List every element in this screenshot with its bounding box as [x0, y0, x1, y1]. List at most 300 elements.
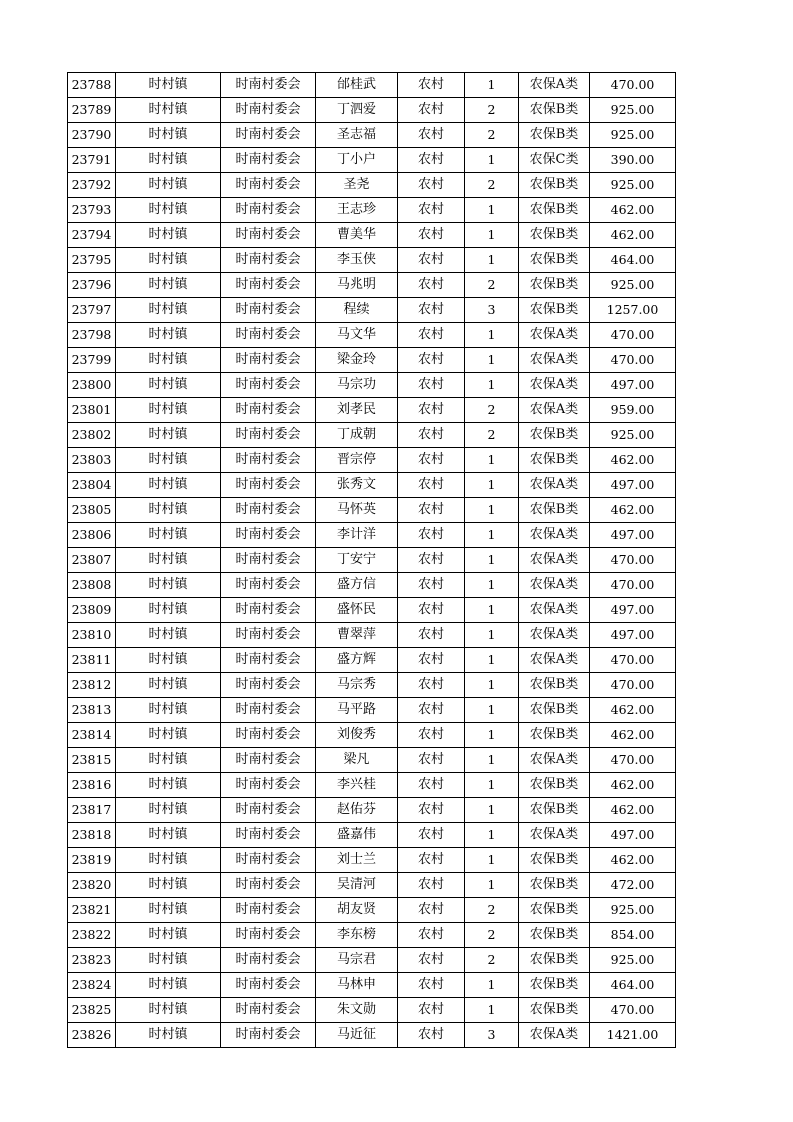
member-count-cell: 2 — [465, 898, 519, 923]
table-row — [68, 148, 676, 173]
insurance-type-cell: 农保B类 — [519, 723, 590, 748]
member-count-cell: 1 — [465, 223, 519, 248]
member-count-cell: 1 — [465, 848, 519, 873]
serial-number-cell: 23788 — [68, 73, 116, 98]
table-row — [68, 73, 676, 98]
serial-number-cell: 23826 — [68, 1023, 116, 1048]
serial-number-cell: 23824 — [68, 973, 116, 998]
village-committee-cell: 时南村委会 — [221, 573, 316, 598]
member-count-cell: 1 — [465, 148, 519, 173]
amount-cell: 462.00 — [590, 848, 676, 873]
name-cell: 刘士兰 — [316, 848, 398, 873]
insurance-type-cell: 农保A类 — [519, 523, 590, 548]
serial-number-cell: 23807 — [68, 548, 116, 573]
member-count-cell: 2 — [465, 273, 519, 298]
village-committee-cell: 时南村委会 — [221, 98, 316, 123]
name-cell: 晋宗停 — [316, 448, 398, 473]
serial-number-cell: 23805 — [68, 498, 116, 523]
member-count-cell: 1 — [465, 198, 519, 223]
village-committee-cell: 时南村委会 — [221, 398, 316, 423]
serial-number-cell: 23814 — [68, 723, 116, 748]
amount-cell: 854.00 — [590, 923, 676, 948]
amount-cell: 462.00 — [590, 798, 676, 823]
village-committee-cell: 时南村委会 — [221, 623, 316, 648]
amount-cell: 462.00 — [590, 198, 676, 223]
insurance-type-cell: 农保C类 — [519, 148, 590, 173]
name-cell: 盛嘉伟 — [316, 823, 398, 848]
table-row — [68, 298, 676, 323]
table-row — [68, 523, 676, 548]
name-cell: 赵佑芬 — [316, 798, 398, 823]
name-cell: 圣志福 — [316, 123, 398, 148]
serial-number-cell: 23789 — [68, 98, 116, 123]
insurance-type-cell: 农保A类 — [519, 648, 590, 673]
amount-cell: 464.00 — [590, 248, 676, 273]
name-cell: 丁泗爱 — [316, 98, 398, 123]
village-committee-cell: 时南村委会 — [221, 273, 316, 298]
serial-number-cell: 23797 — [68, 298, 116, 323]
village-committee-cell: 时南村委会 — [221, 198, 316, 223]
category-cell: 农村 — [398, 648, 465, 673]
member-count-cell: 1 — [465, 623, 519, 648]
town-cell: 时村镇 — [116, 223, 221, 248]
insurance-type-cell: 农保A类 — [519, 348, 590, 373]
amount-cell: 462.00 — [590, 698, 676, 723]
table-row — [68, 773, 676, 798]
amount-cell: 462.00 — [590, 498, 676, 523]
insurance-type-cell: 农保B类 — [519, 773, 590, 798]
town-cell: 时村镇 — [116, 873, 221, 898]
amount-cell: 470.00 — [590, 73, 676, 98]
category-cell: 农村 — [398, 298, 465, 323]
serial-number-cell: 23810 — [68, 623, 116, 648]
name-cell: 盛方信 — [316, 573, 398, 598]
category-cell: 农村 — [398, 798, 465, 823]
village-committee-cell: 时南村委会 — [221, 298, 316, 323]
member-count-cell: 2 — [465, 173, 519, 198]
name-cell: 盛方辉 — [316, 648, 398, 673]
insurance-type-cell: 农保B类 — [519, 898, 590, 923]
insurance-type-cell: 农保B类 — [519, 848, 590, 873]
category-cell: 农村 — [398, 173, 465, 198]
member-count-cell: 2 — [465, 948, 519, 973]
table-row — [68, 1023, 676, 1048]
village-committee-cell: 时南村委会 — [221, 948, 316, 973]
category-cell: 农村 — [398, 323, 465, 348]
name-cell: 李计洋 — [316, 523, 398, 548]
name-cell: 马宗君 — [316, 948, 398, 973]
insurance-type-cell: 农保B类 — [519, 948, 590, 973]
name-cell: 胡友贤 — [316, 898, 398, 923]
table-row — [68, 623, 676, 648]
category-cell: 农村 — [398, 1023, 465, 1048]
serial-number-cell: 23822 — [68, 923, 116, 948]
member-count-cell: 1 — [465, 873, 519, 898]
serial-number-cell: 23796 — [68, 273, 116, 298]
town-cell: 时村镇 — [116, 448, 221, 473]
serial-number-cell: 23795 — [68, 248, 116, 273]
amount-cell: 925.00 — [590, 123, 676, 148]
name-cell: 李东榜 — [316, 923, 398, 948]
member-count-cell: 1 — [465, 998, 519, 1023]
village-committee-cell: 时南村委会 — [221, 498, 316, 523]
insurance-type-cell: 农保A类 — [519, 1023, 590, 1048]
name-cell: 吴清河 — [316, 873, 398, 898]
table-row — [68, 423, 676, 448]
name-cell: 马平路 — [316, 698, 398, 723]
member-count-cell: 1 — [465, 248, 519, 273]
town-cell: 时村镇 — [116, 373, 221, 398]
town-cell: 时村镇 — [116, 273, 221, 298]
village-committee-cell: 时南村委会 — [221, 898, 316, 923]
serial-number-cell: 23791 — [68, 148, 116, 173]
serial-number-cell: 23819 — [68, 848, 116, 873]
town-cell: 时村镇 — [116, 398, 221, 423]
member-count-cell: 2 — [465, 123, 519, 148]
records-table — [67, 72, 676, 1048]
amount-cell: 925.00 — [590, 898, 676, 923]
town-cell: 时村镇 — [116, 598, 221, 623]
town-cell: 时村镇 — [116, 723, 221, 748]
village-committee-cell: 时南村委会 — [221, 748, 316, 773]
table-row — [68, 223, 676, 248]
member-count-cell: 1 — [465, 323, 519, 348]
table-row — [68, 548, 676, 573]
category-cell: 农村 — [398, 698, 465, 723]
amount-cell: 925.00 — [590, 273, 676, 298]
category-cell: 农村 — [398, 373, 465, 398]
category-cell: 农村 — [398, 273, 465, 298]
town-cell: 时村镇 — [116, 848, 221, 873]
insurance-type-cell: 农保B类 — [519, 248, 590, 273]
village-committee-cell: 时南村委会 — [221, 648, 316, 673]
insurance-type-cell: 农保B类 — [519, 673, 590, 698]
serial-number-cell: 23817 — [68, 798, 116, 823]
member-count-cell: 1 — [465, 773, 519, 798]
village-committee-cell: 时南村委会 — [221, 1023, 316, 1048]
amount-cell: 472.00 — [590, 873, 676, 898]
amount-cell: 470.00 — [590, 998, 676, 1023]
serial-number-cell: 23813 — [68, 698, 116, 723]
table-row — [68, 673, 676, 698]
name-cell: 梁金玲 — [316, 348, 398, 373]
table-row — [68, 398, 676, 423]
category-cell: 农村 — [398, 473, 465, 498]
category-cell: 农村 — [398, 623, 465, 648]
name-cell: 程续 — [316, 298, 398, 323]
insurance-type-cell: 农保B类 — [519, 698, 590, 723]
table-row — [68, 323, 676, 348]
table-row — [68, 248, 676, 273]
insurance-type-cell: 农保B类 — [519, 123, 590, 148]
serial-number-cell: 23793 — [68, 198, 116, 223]
serial-number-cell: 23800 — [68, 373, 116, 398]
serial-number-cell: 23790 — [68, 123, 116, 148]
amount-cell: 925.00 — [590, 948, 676, 973]
category-cell: 农村 — [398, 773, 465, 798]
serial-number-cell: 23794 — [68, 223, 116, 248]
name-cell: 圣尧 — [316, 173, 398, 198]
amount-cell: 925.00 — [590, 98, 676, 123]
village-committee-cell: 时南村委会 — [221, 548, 316, 573]
table-row — [68, 698, 676, 723]
serial-number-cell: 23792 — [68, 173, 116, 198]
village-committee-cell: 时南村委会 — [221, 148, 316, 173]
category-cell: 农村 — [398, 998, 465, 1023]
amount-cell: 497.00 — [590, 623, 676, 648]
category-cell: 农村 — [398, 748, 465, 773]
member-count-cell: 2 — [465, 923, 519, 948]
insurance-type-cell: 农保A类 — [519, 373, 590, 398]
town-cell: 时村镇 — [116, 73, 221, 98]
category-cell: 农村 — [398, 898, 465, 923]
town-cell: 时村镇 — [116, 98, 221, 123]
town-cell: 时村镇 — [116, 198, 221, 223]
table-row — [68, 348, 676, 373]
village-committee-cell: 时南村委会 — [221, 223, 316, 248]
table-row — [68, 798, 676, 823]
amount-cell: 497.00 — [590, 373, 676, 398]
insurance-type-cell: 农保B类 — [519, 498, 590, 523]
insurance-type-cell: 农保B类 — [519, 923, 590, 948]
name-cell: 马宗功 — [316, 373, 398, 398]
serial-number-cell: 23808 — [68, 573, 116, 598]
category-cell: 农村 — [398, 848, 465, 873]
insurance-type-cell: 农保B类 — [519, 298, 590, 323]
town-cell: 时村镇 — [116, 423, 221, 448]
amount-cell: 1421.00 — [590, 1023, 676, 1048]
amount-cell: 470.00 — [590, 348, 676, 373]
serial-number-cell: 23806 — [68, 523, 116, 548]
village-committee-cell: 时南村委会 — [221, 923, 316, 948]
category-cell: 农村 — [398, 498, 465, 523]
table-row — [68, 473, 676, 498]
name-cell: 邰桂武 — [316, 73, 398, 98]
serial-number-cell: 23804 — [68, 473, 116, 498]
member-count-cell: 1 — [465, 673, 519, 698]
table-row — [68, 648, 676, 673]
town-cell: 时村镇 — [116, 173, 221, 198]
name-cell: 曹美华 — [316, 223, 398, 248]
member-count-cell: 1 — [465, 548, 519, 573]
category-cell: 农村 — [398, 423, 465, 448]
table-row — [68, 748, 676, 773]
town-cell: 时村镇 — [116, 998, 221, 1023]
member-count-cell: 1 — [465, 448, 519, 473]
category-cell: 农村 — [398, 348, 465, 373]
insurance-type-cell: 农保A类 — [519, 823, 590, 848]
amount-cell: 497.00 — [590, 598, 676, 623]
member-count-cell: 1 — [465, 823, 519, 848]
name-cell: 马兆明 — [316, 273, 398, 298]
town-cell: 时村镇 — [116, 248, 221, 273]
member-count-cell: 1 — [465, 973, 519, 998]
member-count-cell: 1 — [465, 73, 519, 98]
village-committee-cell: 时南村委会 — [221, 73, 316, 98]
town-cell: 时村镇 — [116, 473, 221, 498]
category-cell: 农村 — [398, 98, 465, 123]
town-cell: 时村镇 — [116, 673, 221, 698]
town-cell: 时村镇 — [116, 698, 221, 723]
name-cell: 刘俊秀 — [316, 723, 398, 748]
category-cell: 农村 — [398, 673, 465, 698]
table-row — [68, 98, 676, 123]
table-row — [68, 923, 676, 948]
amount-cell: 464.00 — [590, 973, 676, 998]
amount-cell: 925.00 — [590, 423, 676, 448]
table-row — [68, 273, 676, 298]
category-cell: 农村 — [398, 873, 465, 898]
serial-number-cell: 23798 — [68, 323, 116, 348]
member-count-cell: 2 — [465, 98, 519, 123]
category-cell: 农村 — [398, 398, 465, 423]
serial-number-cell: 23802 — [68, 423, 116, 448]
category-cell: 农村 — [398, 123, 465, 148]
town-cell: 时村镇 — [116, 648, 221, 673]
name-cell: 朱文勋 — [316, 998, 398, 1023]
table-row — [68, 598, 676, 623]
insurance-type-cell: 农保A类 — [519, 598, 590, 623]
insurance-type-cell: 农保B类 — [519, 448, 590, 473]
name-cell: 张秀文 — [316, 473, 398, 498]
insurance-type-cell: 农保B类 — [519, 198, 590, 223]
member-count-cell: 1 — [465, 598, 519, 623]
town-cell: 时村镇 — [116, 798, 221, 823]
member-count-cell: 1 — [465, 473, 519, 498]
village-committee-cell: 时南村委会 — [221, 798, 316, 823]
town-cell: 时村镇 — [116, 523, 221, 548]
serial-number-cell: 23825 — [68, 998, 116, 1023]
insurance-type-cell: 农保A类 — [519, 473, 590, 498]
town-cell: 时村镇 — [116, 123, 221, 148]
insurance-type-cell: 农保A类 — [519, 748, 590, 773]
town-cell: 时村镇 — [116, 323, 221, 348]
insurance-type-cell: 农保A类 — [519, 573, 590, 598]
name-cell: 曹翠萍 — [316, 623, 398, 648]
table-row — [68, 873, 676, 898]
insurance-type-cell: 农保B类 — [519, 173, 590, 198]
village-committee-cell: 时南村委会 — [221, 873, 316, 898]
category-cell: 农村 — [398, 723, 465, 748]
insurance-type-cell: 农保B类 — [519, 423, 590, 448]
amount-cell: 470.00 — [590, 323, 676, 348]
member-count-cell: 1 — [465, 648, 519, 673]
insurance-type-cell: 农保B类 — [519, 998, 590, 1023]
member-count-cell: 1 — [465, 348, 519, 373]
serial-number-cell: 23816 — [68, 773, 116, 798]
member-count-cell: 2 — [465, 398, 519, 423]
table-row — [68, 948, 676, 973]
category-cell: 农村 — [398, 973, 465, 998]
amount-cell: 462.00 — [590, 723, 676, 748]
name-cell: 梁凡 — [316, 748, 398, 773]
category-cell: 农村 — [398, 598, 465, 623]
village-committee-cell: 时南村委会 — [221, 773, 316, 798]
table-row — [68, 498, 676, 523]
category-cell: 农村 — [398, 823, 465, 848]
town-cell: 时村镇 — [116, 773, 221, 798]
amount-cell: 959.00 — [590, 398, 676, 423]
village-committee-cell: 时南村委会 — [221, 698, 316, 723]
village-committee-cell: 时南村委会 — [221, 848, 316, 873]
insurance-type-cell: 农保B类 — [519, 223, 590, 248]
serial-number-cell: 23818 — [68, 823, 116, 848]
member-count-cell: 1 — [465, 573, 519, 598]
serial-number-cell: 23812 — [68, 673, 116, 698]
town-cell: 时村镇 — [116, 623, 221, 648]
village-committee-cell: 时南村委会 — [221, 598, 316, 623]
insurance-type-cell: 农保A类 — [519, 323, 590, 348]
town-cell: 时村镇 — [116, 573, 221, 598]
town-cell: 时村镇 — [116, 548, 221, 573]
village-committee-cell: 时南村委会 — [221, 173, 316, 198]
amount-cell: 470.00 — [590, 648, 676, 673]
town-cell: 时村镇 — [116, 498, 221, 523]
village-committee-cell: 时南村委会 — [221, 723, 316, 748]
amount-cell: 497.00 — [590, 523, 676, 548]
category-cell: 农村 — [398, 223, 465, 248]
member-count-cell: 3 — [465, 298, 519, 323]
records-table-body — [68, 73, 676, 1048]
name-cell: 丁小户 — [316, 148, 398, 173]
category-cell: 农村 — [398, 73, 465, 98]
member-count-cell: 2 — [465, 423, 519, 448]
serial-number-cell: 23811 — [68, 648, 116, 673]
category-cell: 农村 — [398, 198, 465, 223]
amount-cell: 462.00 — [590, 223, 676, 248]
name-cell: 丁成朝 — [316, 423, 398, 448]
village-committee-cell: 时南村委会 — [221, 348, 316, 373]
serial-number-cell: 23803 — [68, 448, 116, 473]
category-cell: 农村 — [398, 448, 465, 473]
village-committee-cell: 时南村委会 — [221, 323, 316, 348]
town-cell: 时村镇 — [116, 948, 221, 973]
amount-cell: 462.00 — [590, 448, 676, 473]
category-cell: 农村 — [398, 948, 465, 973]
category-cell: 农村 — [398, 523, 465, 548]
village-committee-cell: 时南村委会 — [221, 373, 316, 398]
town-cell: 时村镇 — [116, 898, 221, 923]
category-cell: 农村 — [398, 148, 465, 173]
village-committee-cell: 时南村委会 — [221, 998, 316, 1023]
village-committee-cell: 时南村委会 — [221, 473, 316, 498]
village-committee-cell: 时南村委会 — [221, 248, 316, 273]
insurance-type-cell: 农保B类 — [519, 273, 590, 298]
insurance-type-cell: 农保A类 — [519, 623, 590, 648]
village-committee-cell: 时南村委会 — [221, 823, 316, 848]
serial-number-cell: 23820 — [68, 873, 116, 898]
member-count-cell: 1 — [465, 748, 519, 773]
insurance-type-cell: 农保A类 — [519, 398, 590, 423]
category-cell: 农村 — [398, 573, 465, 598]
table-row — [68, 373, 676, 398]
member-count-cell: 1 — [465, 798, 519, 823]
serial-number-cell: 23809 — [68, 598, 116, 623]
table-row — [68, 123, 676, 148]
name-cell: 盛怀民 — [316, 598, 398, 623]
town-cell: 时村镇 — [116, 823, 221, 848]
amount-cell: 462.00 — [590, 773, 676, 798]
insurance-type-cell: 农保B类 — [519, 98, 590, 123]
amount-cell: 470.00 — [590, 673, 676, 698]
serial-number-cell: 23815 — [68, 748, 116, 773]
member-count-cell: 3 — [465, 1023, 519, 1048]
category-cell: 农村 — [398, 248, 465, 273]
insurance-type-cell: 农保A类 — [519, 73, 590, 98]
table-row — [68, 823, 676, 848]
name-cell: 马文华 — [316, 323, 398, 348]
town-cell: 时村镇 — [116, 148, 221, 173]
